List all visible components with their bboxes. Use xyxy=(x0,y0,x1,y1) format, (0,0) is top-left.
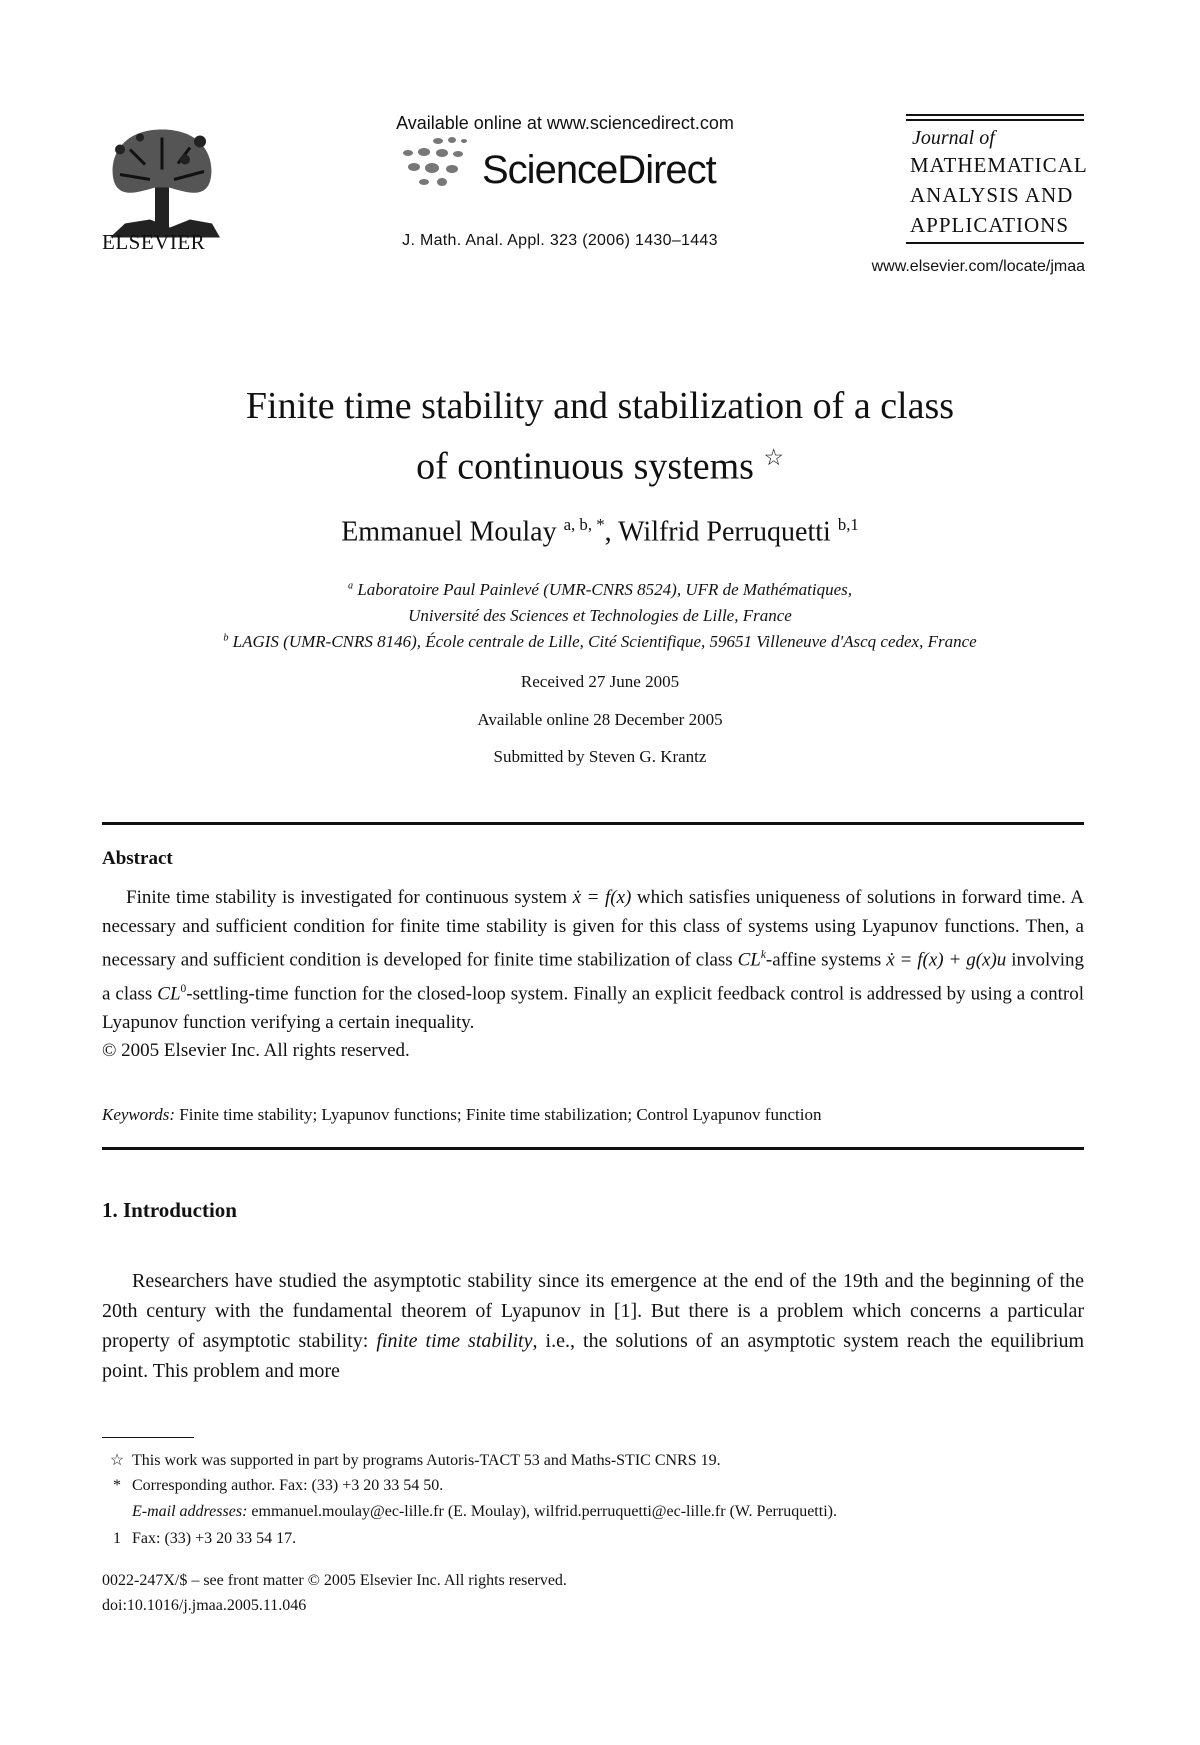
math-inline: CL xyxy=(157,983,181,1005)
masthead-rule xyxy=(906,114,1084,116)
footnote-fax xyxy=(102,1530,1102,1548)
title-line-text: of continuous systems xyxy=(416,445,754,488)
affiliation-a-cont: Université des Sciences et Technologies de Lille, France xyxy=(408,606,792,625)
author-affiliation-mark: a, b, * xyxy=(563,515,605,534)
math-superscript: 0 xyxy=(180,982,187,995)
journal-of-label: Journal of xyxy=(912,127,995,149)
intro-emphasis: finite time stability xyxy=(376,1330,533,1352)
sciencedirect-dots-icon xyxy=(400,135,480,190)
keywords-list: Finite time stability; Lyapunov functions; Finite time stabilization; Control Lyapunov function xyxy=(179,1105,822,1124)
intro-text: , i.e., the solutions of an asymptotic system reach the equilibrium point. This problem and more xyxy=(102,1330,1085,1382)
abstract-top-rule xyxy=(102,822,1084,825)
email-label: E-mail addresses: xyxy=(132,1503,248,1520)
math-inline: CL xyxy=(737,949,761,971)
footnote-text: Fax: (33) +3 20 33 54 17. xyxy=(132,1530,297,1547)
math-inline: ẋ = f(x) xyxy=(572,887,632,908)
author-affiliation-mark: b,1 xyxy=(837,515,859,534)
title-line: Finite time stability and stabilization of a class xyxy=(245,385,955,427)
email-addresses[interactable]: emmanuel.moulay@ec-lille.fr (E. Moulay), wilfrid.perruquetti@ec-lille.fr (W. Perruquetti). xyxy=(251,1503,837,1520)
journal-url-link[interactable]: www.elsevier.com/locate/jmaa xyxy=(871,258,1085,275)
author-name[interactable]: Emmanuel Moulay xyxy=(341,516,557,548)
journal-title-line: APPLICATIONS xyxy=(910,213,1070,237)
journal-masthead xyxy=(906,114,1088,247)
available-date: Available online 28 December 2005 xyxy=(477,710,723,729)
footnote-corresponding xyxy=(102,1477,1102,1495)
sciencedirect-wordmark: ScienceDirect xyxy=(482,148,716,192)
publisher-name: ELSEVIER xyxy=(102,230,206,254)
footnote-rule xyxy=(102,1437,194,1438)
abstract-text: Finite time stability is investigated for continuous system xyxy=(126,887,568,908)
abstract-bottom-rule xyxy=(102,1147,1084,1150)
affiliation-mark: a xyxy=(348,580,354,592)
abstract-body xyxy=(102,884,1084,1066)
footnote-funding xyxy=(102,1450,1102,1470)
footnote-text: Corresponding author. Fax: (33) +3 20 33 54 50. xyxy=(132,1477,444,1494)
available-online-text: Available online at www.sciencedirect.com xyxy=(396,113,734,133)
received-date: Received 27 June 2005 xyxy=(520,672,680,691)
footnote-text: This work was supported in part by programs Autoris-TACT 53 and Maths-STIC CNRS 19. xyxy=(132,1452,721,1469)
math-inline: ẋ = f(x) + g(x)u xyxy=(886,949,1007,971)
math-superscript: k xyxy=(760,949,766,961)
journal-title-line: MATHEMATICAL xyxy=(910,153,1088,177)
title-line xyxy=(120,432,1080,493)
doi-link[interactable]: doi:10.1016/j.jmaa.2005.11.046 xyxy=(102,1597,307,1614)
intro-text: Researchers have studied the asymptotic stability since its emergence at the end of the 19th and the beginning of the 20th century with the fundamental theorem of Lyapunov in [1]. But there is a problem which concerns a particular property of asymptotic stability: xyxy=(102,1270,1084,1352)
author-list xyxy=(120,515,1080,548)
footnote-mark: 1 xyxy=(113,1530,121,1547)
keywords-line xyxy=(102,1105,1084,1125)
author-separator: , xyxy=(604,516,619,548)
abstract-text: involving a class xyxy=(102,949,1085,1005)
author-name[interactable]: Wilfrid Perruquetti xyxy=(618,516,831,548)
affiliation-text: Laboratoire Paul Painlevé (UMR-CNRS 8524), UFR de Mathématiques, xyxy=(357,580,852,599)
footnote-emails xyxy=(102,1503,1102,1521)
masthead-rule xyxy=(906,242,1084,244)
front-matter-line: 0022-247X/$ – see front matter © 2005 Elsevier Inc. All rights reserved. xyxy=(102,1572,567,1589)
submitted-by: Submitted by Steven G. Krantz xyxy=(493,747,707,766)
affiliation-b xyxy=(60,632,1140,652)
abstract-heading: Abstract xyxy=(102,848,173,869)
journal-citation: J. Math. Anal. Appl. 323 (2006) 1430–1443 xyxy=(402,232,718,249)
journal-title-line: ANALYSIS AND xyxy=(910,183,1074,207)
abstract-copyright: © 2005 Elsevier Inc. All rights reserved. xyxy=(102,1040,410,1062)
abstract-text: -affine systems xyxy=(765,949,882,971)
affiliation-text: LAGIS (UMR-CNRS 8146), École centrale de Lille, Cité Scientifique, 59651 Villeneuve d'Ascq cedex, France xyxy=(232,632,977,651)
title-footnote-mark[interactable]: ☆ xyxy=(763,445,784,470)
abstract-text: -settling-time function for the closed-loop system. Finally an explicit feedback control is addressed by using a control Lyapunov function verifying a certain inequality. xyxy=(102,983,1084,1033)
keywords-label: Keywords: xyxy=(102,1105,176,1124)
abstract-text: which satisfies uniqueness of solutions in forward time. A necessary and sufficient condition for finite time stability is given for this class of systems using Lyapunov functions. Then, a necessary and sufficient condition is developed for finite time stabilization of class xyxy=(102,887,1085,971)
affiliation-mark: b xyxy=(223,632,229,644)
introduction-paragraph xyxy=(102,1266,1084,1386)
section-heading-introduction: 1. Introduction xyxy=(102,1198,237,1222)
footnote-mark: ☆ xyxy=(109,1452,125,1469)
masthead-rule xyxy=(906,119,1084,121)
abstract-paragraph xyxy=(102,884,1084,1037)
footnote-mark: * xyxy=(113,1477,121,1494)
article-title xyxy=(120,380,1080,493)
affiliation-a xyxy=(60,580,1140,600)
